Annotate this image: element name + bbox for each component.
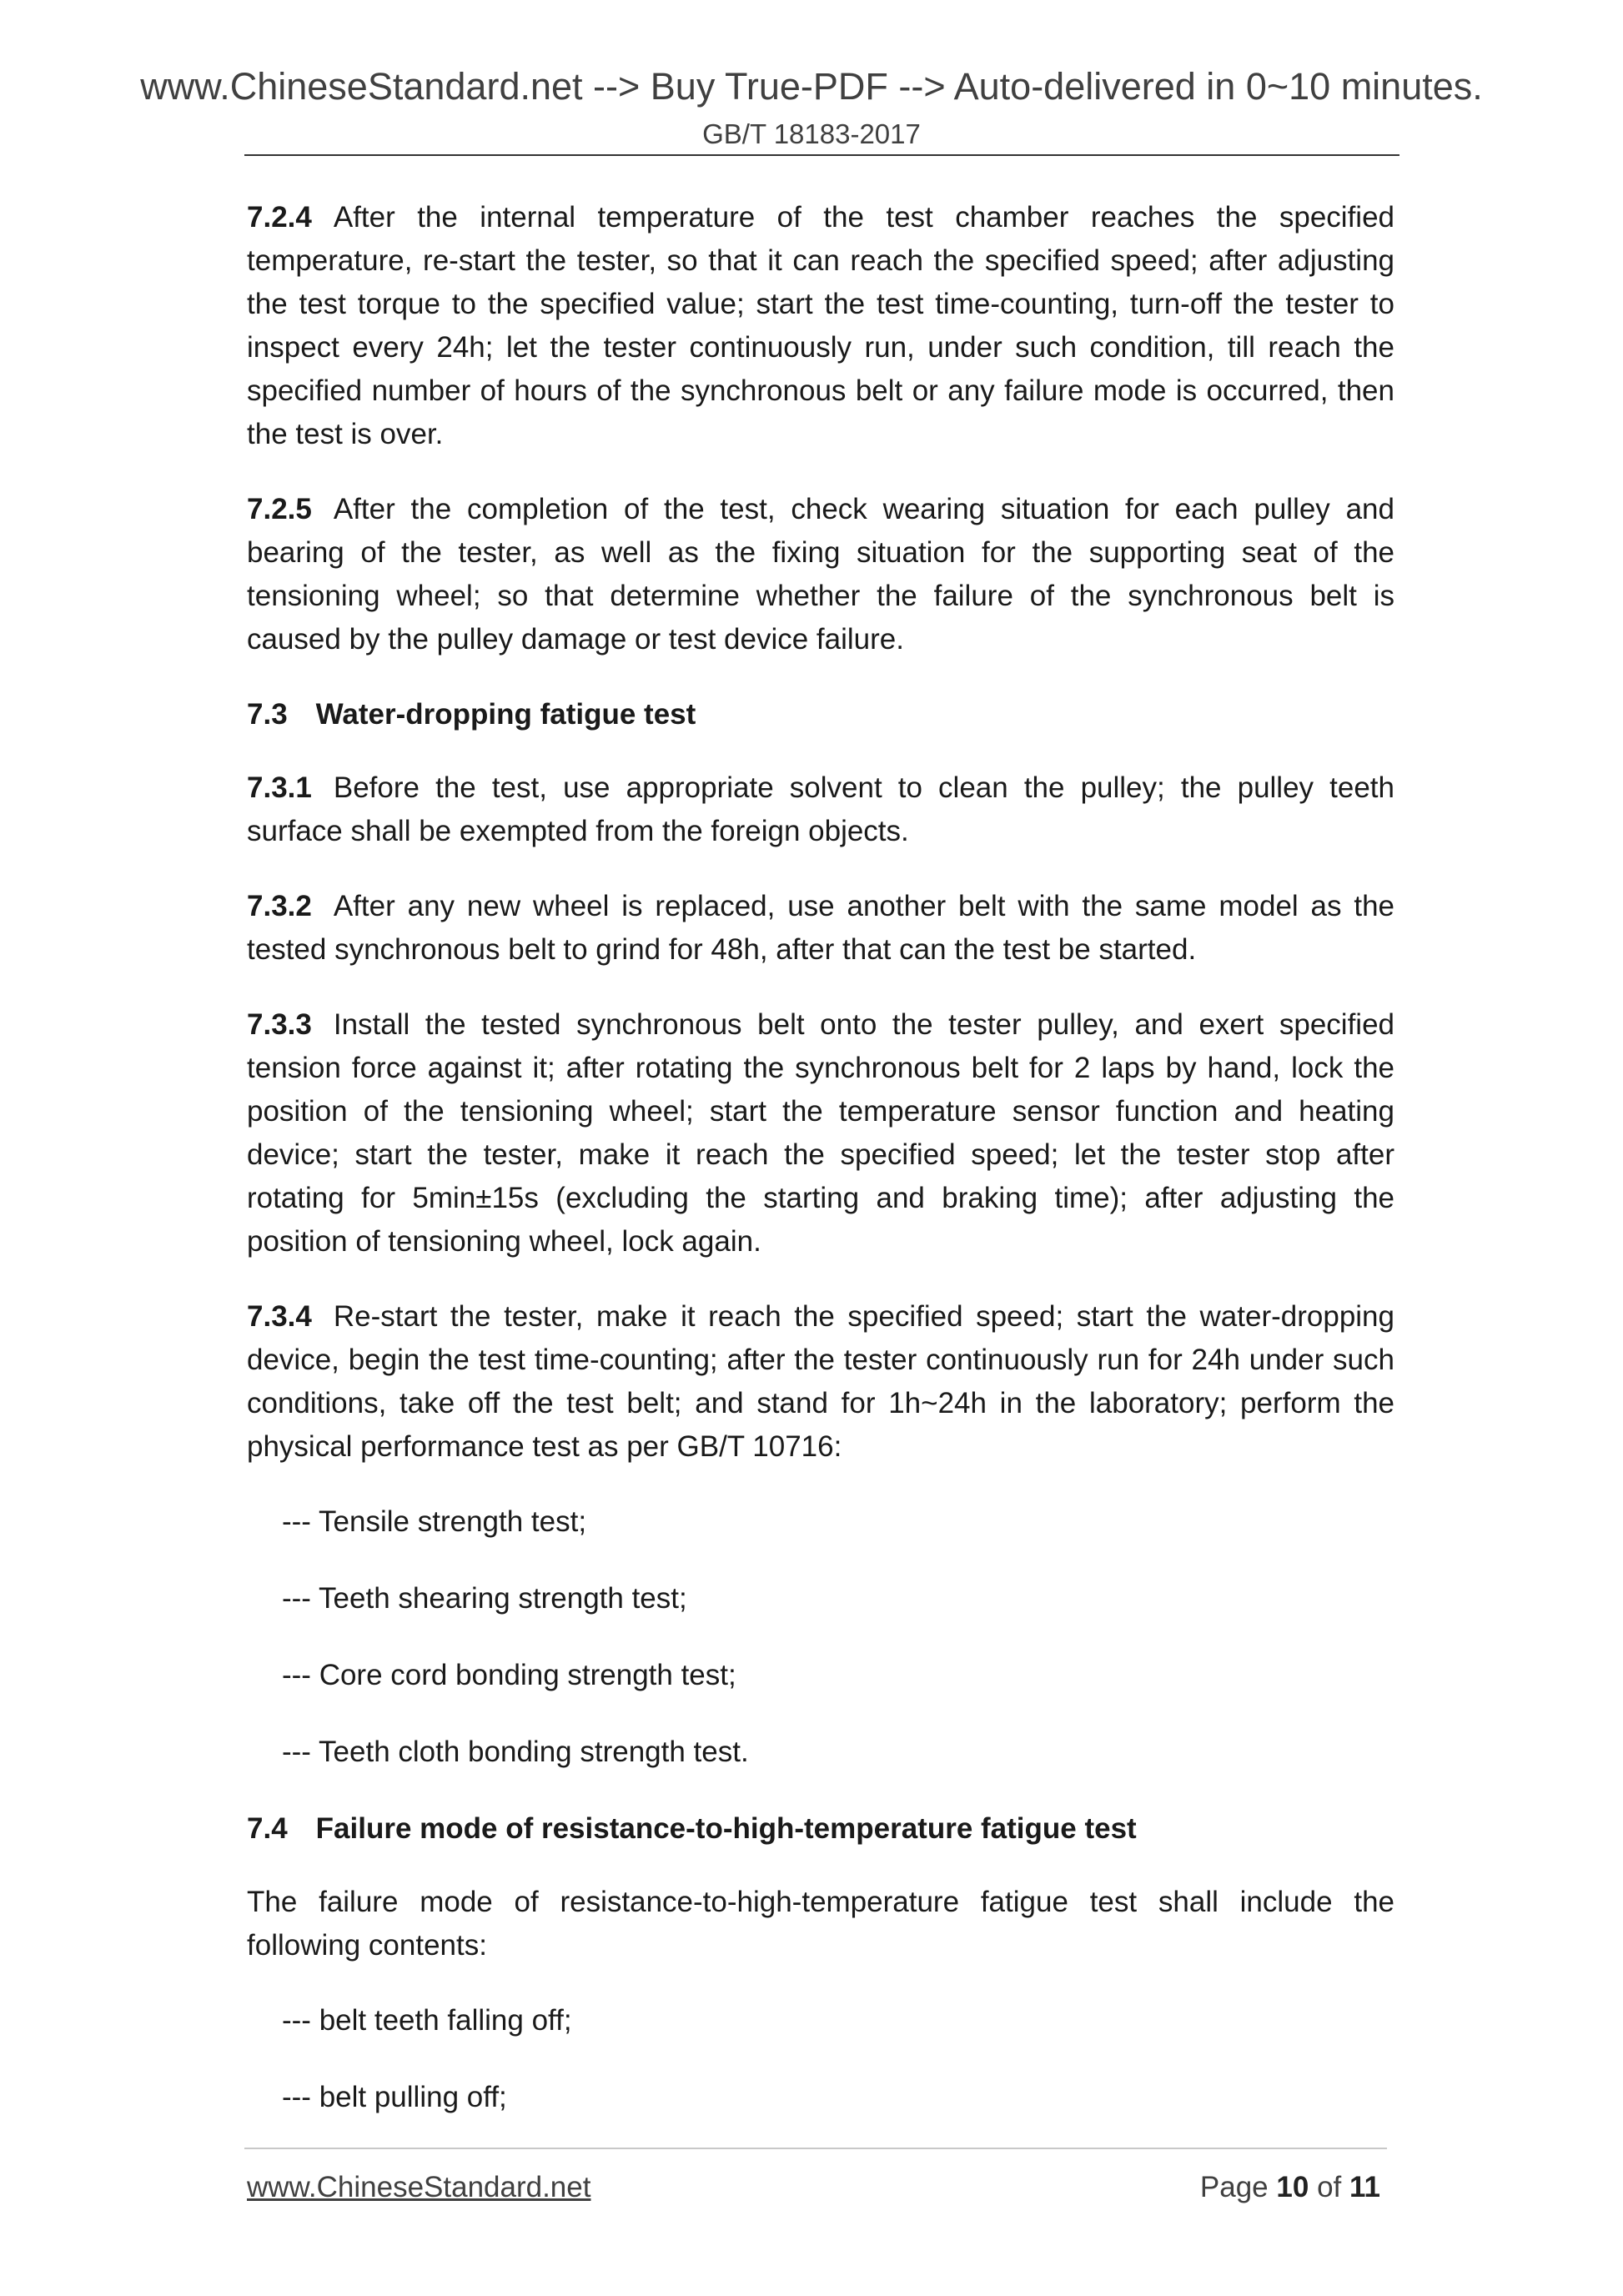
footer-website-link[interactable]: www.ChineseStandard.net [247,2171,591,2203]
clause-7-2-4 [247,196,1394,456]
list-item: --- Teeth shearing strength test; [282,1582,687,1615]
clause-number: 7.3.2 [247,890,312,922]
clause-number: 7.2.5 [247,493,312,525]
clause-number: 7.2.4 [247,201,312,234]
clause-7-3-4 [247,1295,1394,1469]
clause-7-3-3 [247,1003,1394,1264]
header-rule [244,154,1399,156]
clause-text: Install the tested synchronous belt onto the tester pulley, and exert specified tension force against it; after rotating the synchronous belt for 2 laps by hand, lock the position of the tensioning wheel; start the temperature sensor function and heating device; start the tester, make it reach the specified speed; let the tester stop after rotating for 5min±15s (excluding the starting and braking time); after adjusting the position of tensioning wheel, lock again. [247,1008,1394,1258]
page-current: 10 [1276,2171,1309,2203]
clause-text: Re-start the tester, make it reach the specified speed; start the water-dropping device, begin the test time-counting; after the tester continuously run for 24h under such conditions, take off the test belt; and stand for 1h~24h in the laboratory; perform the physical performance test as per GB/T 10716: [247,1300,1394,1463]
document-id: GB/T 18183-2017 [702,118,921,149]
clause-7-3-2 [247,885,1394,972]
section-heading-7-4 [247,1807,1394,1851]
page-number [1084,2171,1380,2204]
clause-number: 7.3.3 [247,1008,312,1041]
list-item: --- Tensile strength test; [282,1505,587,1538]
section-number: 7.4 [247,1812,288,1845]
clause-number: 7.3.1 [247,771,312,804]
section-heading-7-3 [247,693,1394,736]
clause-7-2-5 [247,488,1394,661]
list-item: --- belt pulling off; [282,2081,507,2113]
footer-rule [244,2148,1387,2149]
main-content [247,196,1394,2153]
clause-text: After any new wheel is replaced, use another belt with the same model as the tested synchronous belt to grind for 48h, after that can the test be started. [247,890,1394,966]
page-total: 11 [1349,2171,1380,2203]
clause-text: Before the test, use appropriate solvent to clean the pulley; the pulley teeth surface shall be exempted from the foreign objects. [247,771,1394,847]
header-banner: www.ChineseStandard.net --> Buy True-PDF --> Auto-delivered in 0~10 minutes. [140,65,1483,108]
paragraph-7-4: The failure mode of resistance-to-high-temperature fatigue test shall include the following contents: [247,1886,1394,1962]
list-item: --- Teeth cloth bonding strength test. [282,1736,749,1768]
page-label: Page [1199,2171,1269,2203]
clause-text: After the internal temperature of the test chamber reaches the specified temperature, re-start the tester, so that it can reach the specified speed; after adjusting the test torque to the specified value; start the test time-counting, turn-off the tester to inspect every 24h; let the tester continuously run, under such condition, till reach the specified number of hours of the synchronous belt or any failure mode is occurred, then the test is over. [247,201,1394,450]
section-number: 7.3 [247,698,288,731]
clause-number: 7.3.4 [247,1300,312,1333]
section-title: Failure mode of resistance-to-high-temperature fatigue test [315,1812,1137,1845]
clause-text: After the completion of the test, check wearing situation for each pulley and bearing of the tester, as well as the fixing situation for the supporting seat of the tensioning wheel; so that determine whether the failure of the synchronous belt is caused by the pulley damage or test device failure. [247,493,1394,656]
page-of: of [1317,2171,1342,2203]
list-item: --- belt teeth falling off; [282,2004,572,2037]
list-item: --- Core cord bonding strength test; [282,1659,736,1691]
clause-7-3-1 [247,766,1394,853]
section-title: Water-dropping fatigue test [315,698,696,731]
